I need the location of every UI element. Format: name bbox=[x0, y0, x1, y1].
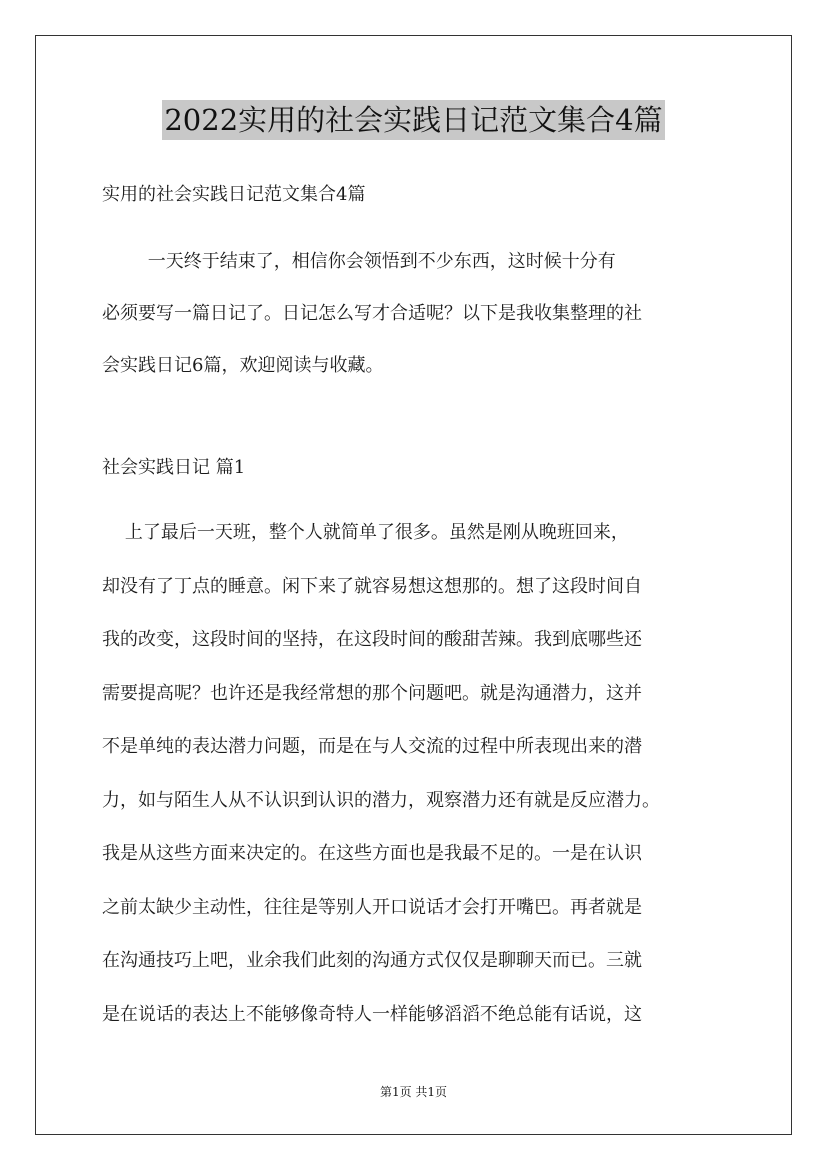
entry-line: 之前太缺少主动性，往往是等别人开口说话才会打开嘴巴。再者就是 bbox=[102, 896, 642, 918]
title-container bbox=[0, 100, 827, 140]
entry-line: 却没有了丁点的睡意。闲下来了就容易想这想那的。想了这段时间自 bbox=[102, 575, 642, 597]
intro-paragraph bbox=[102, 236, 742, 392]
entry-line: 上了最后一天班，整个人就简单了很多。虽然是刚从晚班回来， bbox=[102, 522, 629, 543]
intro-line: 一天终于结束了，相信你会领悟到不少东西，这时候十分有 bbox=[102, 251, 616, 272]
intro-line: 必须要写一篇日记了。日记怎么写才合适呢？以下是我收集整理的社 bbox=[102, 303, 642, 324]
document-title: 2022实用的社会实践日记范文集合4篇 bbox=[162, 100, 664, 140]
entry-line: 需要提高呢？也许还是我经常想的那个问题吧。就是沟通潜力，这并 bbox=[102, 682, 642, 704]
entry-line: 在沟通技巧上吧，业余我们此刻的沟通方式仅仅是聊聊天而已。三就 bbox=[102, 950, 642, 971]
section-heading: 社会实践日记 篇1 bbox=[102, 457, 246, 478]
entry-line: 我是从这些方面来决定的。在这些方面也是我最不足的。一是在认识 bbox=[102, 843, 642, 864]
entry-line: 力，如与陌生人从不认识到认识的潜力，观察潜力还有就是反应潜力。 bbox=[102, 789, 660, 811]
entry-line: 是在说话的表达上不能够像奇特人一样能够滔滔不绝总能有话说，这 bbox=[102, 1003, 642, 1025]
diary-entry-paragraph bbox=[102, 506, 742, 1041]
page-footer: 第1页 共1页 bbox=[379, 1085, 448, 1099]
intro-line: 会实践日记6篇，欢迎阅读与收藏。 bbox=[102, 355, 384, 376]
entry-line: 我的改变，这段时间的坚持，在这段时间的酸甜苦辣。我到底哪些还 bbox=[102, 629, 642, 650]
entry-line: 不是单纯的表达潜力问题，而是在与人交流的过程中所表现出来的潜 bbox=[102, 736, 642, 757]
document-subtitle: 实用的社会实践日记范文集合4篇 bbox=[102, 184, 366, 205]
